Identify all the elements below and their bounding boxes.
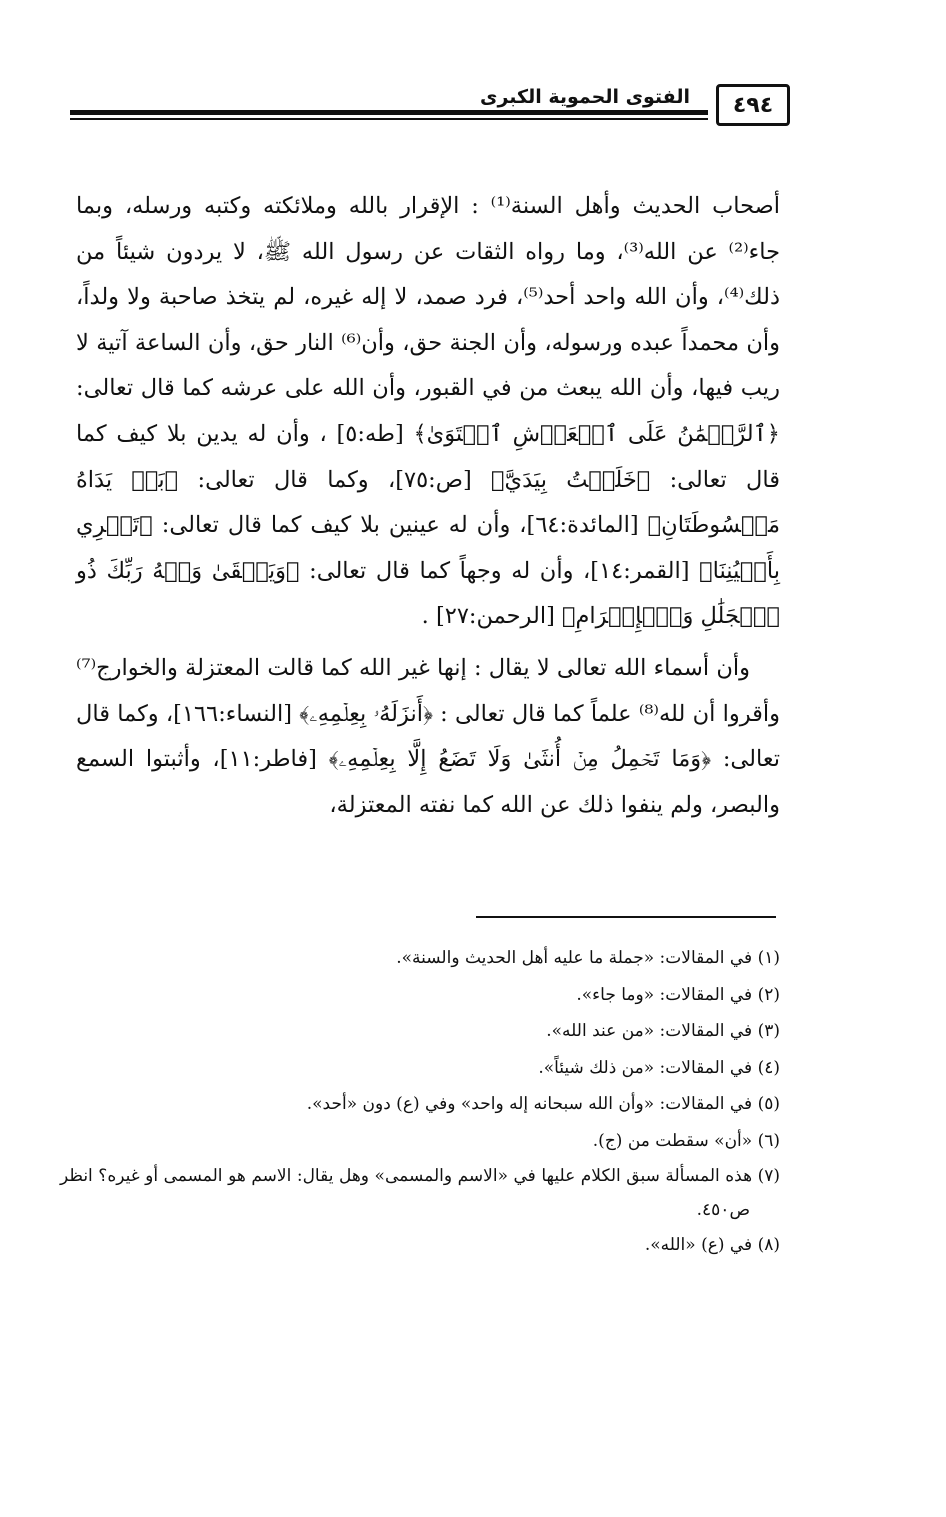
main-text [76,184,780,828]
page-header [70,84,790,134]
header-rule-thin [70,118,708,120]
footnote: (٧) هذه المسألة سبق الكلام عليها في «الاسم والمسمى» وهل يقال: الاسم هو المسمى أو غيره؟ انظر ص٤٥٠. [60,1166,780,1220]
header-rule [70,110,708,120]
paragraph: وأن أسماء الله تعالى لا يقال : إنها غير الله كما قالت المعتزلة والخوارج⁽⁷⁾ وأقروا أن لله⁽⁸⁾ علماً كما قال تعالى : ﴿أَنزَلَهُۥ بِعِلۡمِهِۦ﴾ [النساء:١٦٦]، وكما قال تعالى: ﴿وَمَا تَحۡمِلُ مِنۡ أُنثَىٰ وَلَا تَضَعُ إِلَّا بِعِلۡمِهِۦ﴾ [فاطر:١١]، وأثبتوا السمع والبصر، ولم ينفوا ذلك عن الله كما نفته المعتزلة، [76,654,780,818]
paragraph: أصحاب الحديث وأهل السنة⁽¹⁾ : الإقرار بالله وملائكته وكتبه ورسله، وبما جاء⁽²⁾ عن الله⁽³⁾، وما رواه الثقات عن رسول الله ﷺ، لا يردون شيئاً من ذلك⁽⁴⁾، وأن الله واحد أحد⁽⁵⁾، فرد صمد، لا إله غيره، لم يتخذ صاحبة ولا ولداً، وأن محمداً عبده ورسوله، وأن الجنة حق، وأن⁽⁶⁾ النار حق، وأن الساعة آتية لا ريب فيها، وأن الله يبعث من في القبور، وأن الله على عرشه كما قال تعالى: ﴿ٱلرَّحۡمَٰنُ عَلَى ٱلۡعَرۡشِ ٱسۡتَوَىٰ﴾ [طه:٥] ، وأن له يدين بلا كيف كما قال تعالى: ﴿خَلَقۡتُ بِيَدَيَّ﴾ [ص:٧٥]، وكما قال تعالى: ﴿بَلۡ يَدَاهُ مَبۡسُوطَتَانِ﴾ [المائدة:٦٤]، وأن له عينين بلا كيف كما قال تعالى: ﴿تَجۡرِي بِأَعۡيُنِنَا﴾ [القمر:١٤]، وأن له وجهاً كما قال تعالى: ﴿وَيَبۡقَىٰ وَجۡهُ رَبِّكَ ذُو ٱلۡجَلَٰلِ وَٱلۡإِكۡرَامِ﴾ [الرحمن:٢٧] . [76,193,781,630]
footnote: (٣) في المقالات: «من عند الله». [546,1021,780,1041]
footnote: (٤) في المقالات: «من ذلك شيئاً». [538,1057,780,1078]
footnote: (٨) في (ع) «الله». [644,1235,780,1255]
running-title: الفتوى الحموية الكبرى [480,86,690,108]
footnote: (٥) في المقالات: «وأن الله سبحانه إله واحد» وفي (ع) دون «أحد». [306,1094,780,1114]
page-number: ٤٩٤ [716,84,790,126]
footnote: (١) في المقالات: «جملة ما عليه أهل الحديث والسنة». [396,948,780,968]
footnote: (٢) في المقالات: «وما جاء». [576,984,780,1005]
footnotes [60,940,780,1264]
footnote-separator [476,916,776,918]
footnote: (٦) «أن» سقطت من (ج). [592,1130,780,1151]
header-rule-thick [70,110,708,115]
